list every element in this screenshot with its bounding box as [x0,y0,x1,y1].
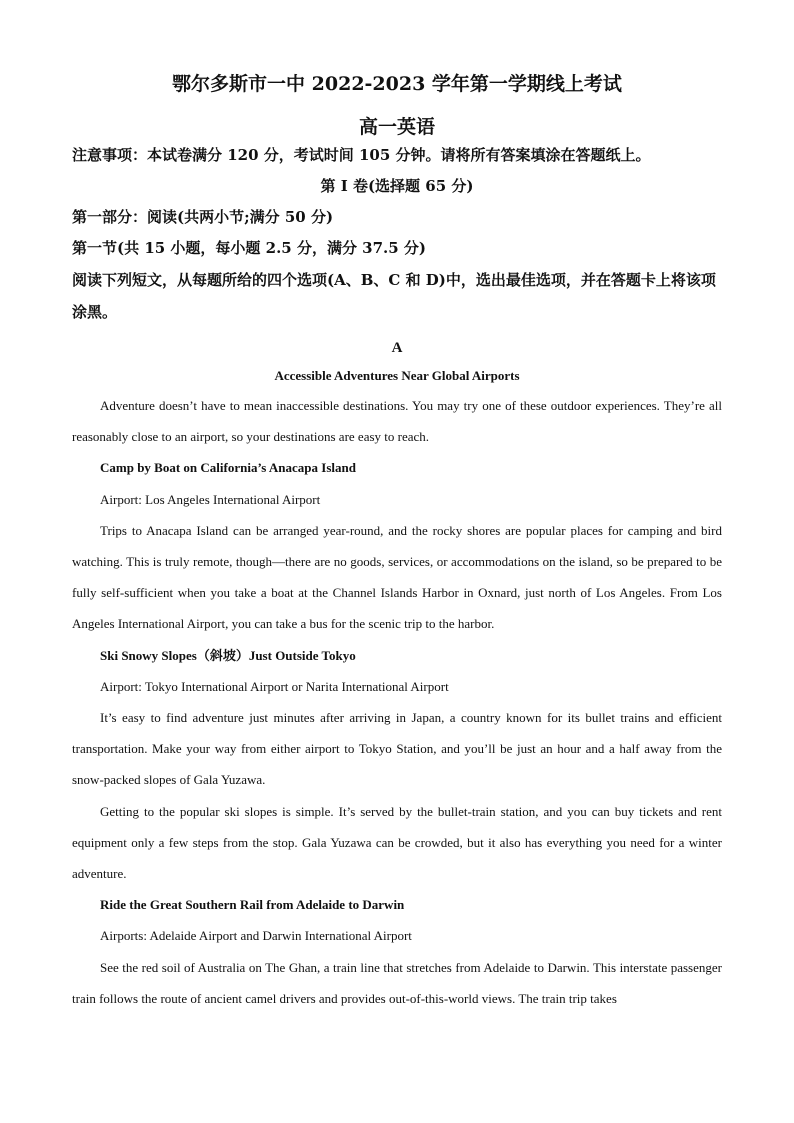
passage-title: Accessible Adventures Near Global Airports [274,368,520,383]
section-paragraph: See the red soil of Australia on The Ghan, a train line that stretches from Adelaide to Darwin. This interstate passenger train follows the route of ancient camel drivers and provides out-of-this-world views. The train trip takes [72,959,722,1006]
section-heading-tokyo: Ski Snowy Slopes（斜坡）Just Outside Tokyo [100,647,356,663]
section-airport-ghan: Airports: Adelaide Airport and Darwin International Airport [100,928,412,944]
section-paragraph: Getting to the popular ski slopes is simple. It’s served by the bullet-train station, and you can buy tickets and rent equipment only a few steps from the stop. Gala Yuzawa can be crowded, but it also has everything you need for a winter adventure. [72,803,722,882]
section-paragraph: Trips to Anacapa Island can be arranged year-round, and the rocky shores are popular places for camping and bird watching. This is truly remote, though—there are no goods, services, or accommodations on the island, so be prepared to be fully self-sufficient when you take a boat at the Channel Islands Harbor in Oxnard, just north of Los Angeles. From Los Angeles International Airport, you can take a bus for the scenic trip to the harbor. [72,522,722,632]
passage-intro: Adventure doesn’t have to mean inaccessible destinations. You may try one of these outdoor experiences. They’re all reasonably close to an airport, so your destinations are easy to reach. [72,398,722,445]
passage-section-tokyo [72,640,722,890]
passage-section-ghan [72,889,722,1014]
volume-heading: 第 I 卷(选择题 65 分) [320,177,474,195]
section-heading: 第一节(共 15 小题，每小题 2.5 分，满分 37.5 分) [72,239,427,257]
section-heading-ghan: Ride the Great Southern Rail from Adelaide to Darwin [100,897,405,913]
passage-letter: A [391,340,403,356]
section-heading-anacapa: Camp by Boat on California’s Anacapa Island [100,460,356,476]
exam-notice: 注意事项：本试卷满分 120 分，考试时间 105 分钟。请将所有答案填涂在答题纸上。 [72,146,651,164]
section-airport-anacapa: Airport: Los Angeles International Airport [100,491,321,507]
part-heading: 第一部分：阅读(共两小节;满分 50 分) [72,208,334,226]
subject-title: 高一英语 [358,116,435,138]
exam-title: 鄂尔多斯市一中 2022-2023 学年第一学期线上考试 [172,73,622,95]
section-paragraph: It’s easy to find adventure just minutes after arriving in Japan, a country known for its bullet trains and efficient transportation. Make your way from either airport to Tokyo Station, and you’ll be just an hour and a half away from the snow-packed slopes of Gala Yuzawa. [72,710,722,788]
section-airport-tokyo: Airport: Tokyo International Airport or Narita International Airport [100,678,449,694]
reading-instruction: 阅读下列短文，从每题所给的四个选项(A、B、C 和 D)中，选出最佳选项，并在答题卡上将该项涂黑。 [72,271,716,321]
passage-section-anacapa [72,452,722,639]
exam-page [72,70,722,1014]
